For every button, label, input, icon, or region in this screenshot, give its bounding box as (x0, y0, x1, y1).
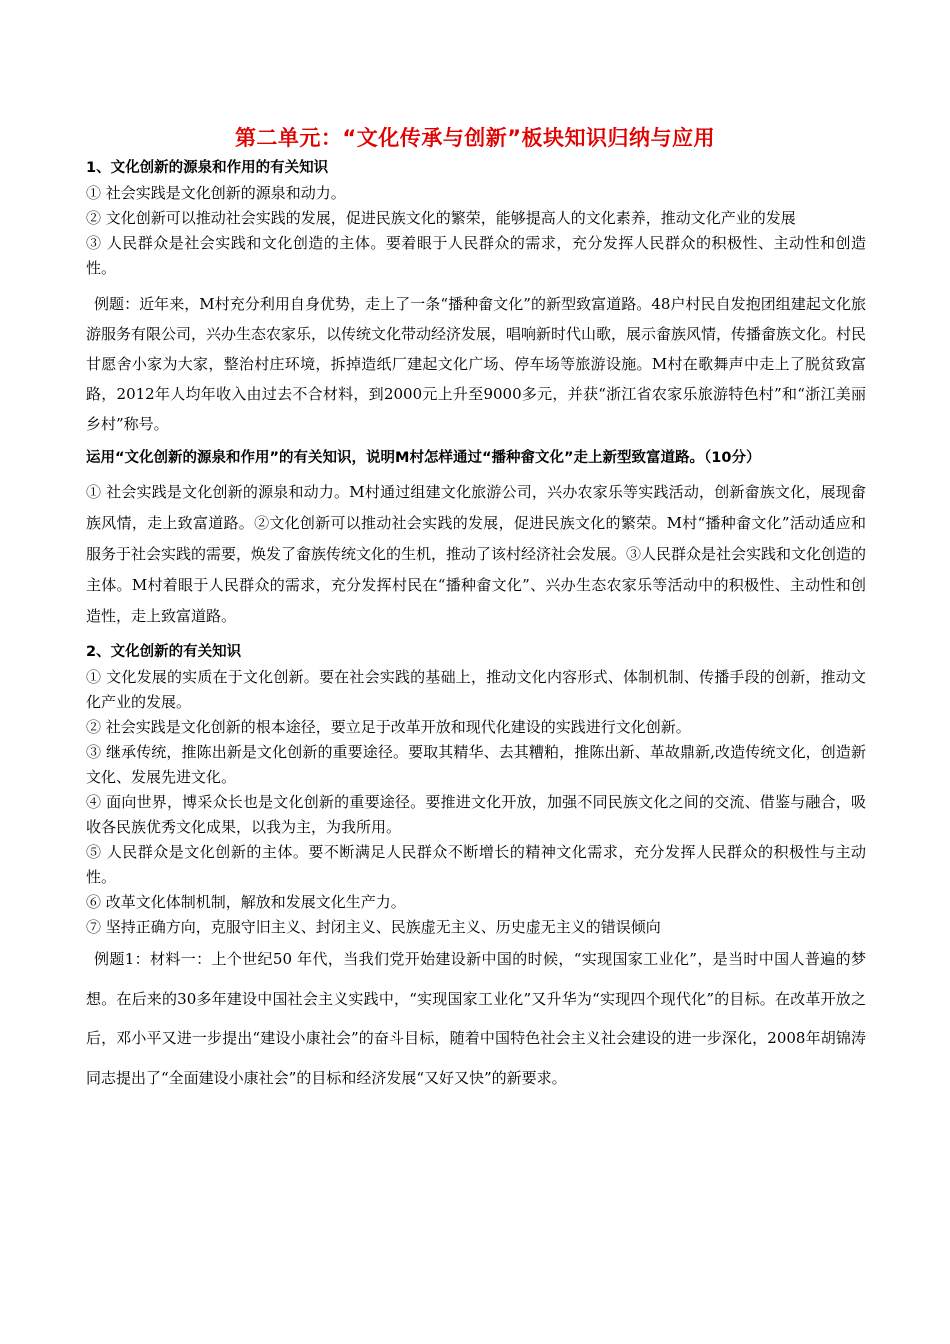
section-1-question: 运用“文化创新的源泉和作用”的有关知识，说明M村怎样通过“播种畲文化”走上新型致富道路。（10分） (86, 450, 761, 466)
section-2-point-1: ① 文化发展的实质在于文化创新。要在社会实践的基础上，推动文化内容形式、体制机制、传播手段的创新，推动文化产业的发展。 (86, 668, 866, 711)
section-1-point-1: ① 社会实践是文化创新的源泉和动力。 (86, 184, 346, 202)
section-2-example: 例题1：材料一：上个世纪50 年代，当我们党开始建设新中国的时候，“实现国家工业化”，是当时中国人普遍的梦想。在后来的30多年建设中国社会主义实践中，“实现国家工业化”又升华为“实现四个现代化”的目标。在改革开放之后，邓小平又进一步提出“建设小康社会”的奋斗目标，随着中国特色社会主义社会建设的进一步深化，2008年胡锦涛同志提出了“全面建设小康社会”的目标和经济发展“又好又快”的新要求。 (86, 950, 866, 1087)
section-1-heading: 1、文化创新的源泉和作用的有关知识 (86, 160, 329, 176)
section-2-point-5: ⑤ 人民群众是文化创新的主体。要不断满足人民群众不断增长的精神文化需求，充分发挥人民群众的积极性与主动性。 (86, 843, 866, 886)
section-1-point-3: ③ 人民群众是社会实践和文化创造的主体。要着眼于人民群众的需求，充分发挥人民群众的积极性、主动性和创造性。 (86, 234, 866, 277)
section-1-answer: ① 社会实践是文化创新的源泉和动力。M村通过组建文化旅游公司，兴办农家乐等实践活动，创新畲族文化，展现畲族风情，走上致富道路。②文化创新可以推动社会实践的发展，促进民族文化的繁荣。M村“播种畲文化”活动适应和服务于社会实践的需要，焕发了畲族传统文化的生机，推动了该村经济社会发展。③人民群众是社会实践和文化创造的主体。M村着眼于人民群众的需求，充分发挥村民在“播种畲文化”、兴办生态农家乐等活动中的积极性、主动性和创造性，走上致富道路。 (86, 483, 867, 625)
section-2-point-3: ③ 继承传统，推陈出新是文化创新的重要途径。要取其精华、去其糟粕，推陈出新、革故鼎新,改造传统文化，创造新文化、发展先进文化。 (86, 743, 866, 786)
section-2-point-2: ② 社会实践是文化创新的根本途径，要立足于改革开放和现代化建设的实践进行文化创新。 (86, 718, 691, 736)
document-body (86, 156, 866, 1098)
page-title: 第二单元：“文化传承与创新”板块知识归纳与应用 (234, 126, 716, 150)
section-2-point-6: ⑥ 改革文化体制机制，解放和发展文化生产力。 (86, 893, 406, 911)
section-2-point-7: ⑦ 坚持正确方向，克服守旧主义、封闭主义、民族虚无主义、历史虚无主义的错误倾向 (86, 918, 661, 936)
section-1-example: 例题：近年来，M村充分利用自身优势，走上了一条“播种畲文化”的新型致富道路。48户村民自发抱团组建起文化旅游服务有限公司，兴办生态农家乐，以传统文化带动经济发展，唱响新时代山歌，展示畲族风情，传播畲族文化。村民甘愿舍小家为大家，整治村庄环境，拆掉造纸厂建起文化广场、停车场等旅游设施。M村在歌舞声中走上了脱贫致富路，2012年人均年收入由过去不合材料，到2000元上升至9000多元，并获“浙江省农家乐旅游特色村”和“浙江美丽乡村”称号。 (86, 295, 867, 433)
section-2-point-4: ④ 面向世界，博采众长也是文化创新的重要途径。要推进文化开放，加强不同民族文化之间的交流、借鉴与融合，吸收各民族优秀文化成果，以我为主，为我所用。 (86, 793, 866, 836)
section-2-heading: 2、文化创新的有关知识 (86, 644, 242, 660)
section-1-point-2: ② 文化创新可以推动社会实践的发展，促进民族文化的繁荣，能够提高人的文化素养，推动文化产业的发展 (86, 209, 796, 227)
